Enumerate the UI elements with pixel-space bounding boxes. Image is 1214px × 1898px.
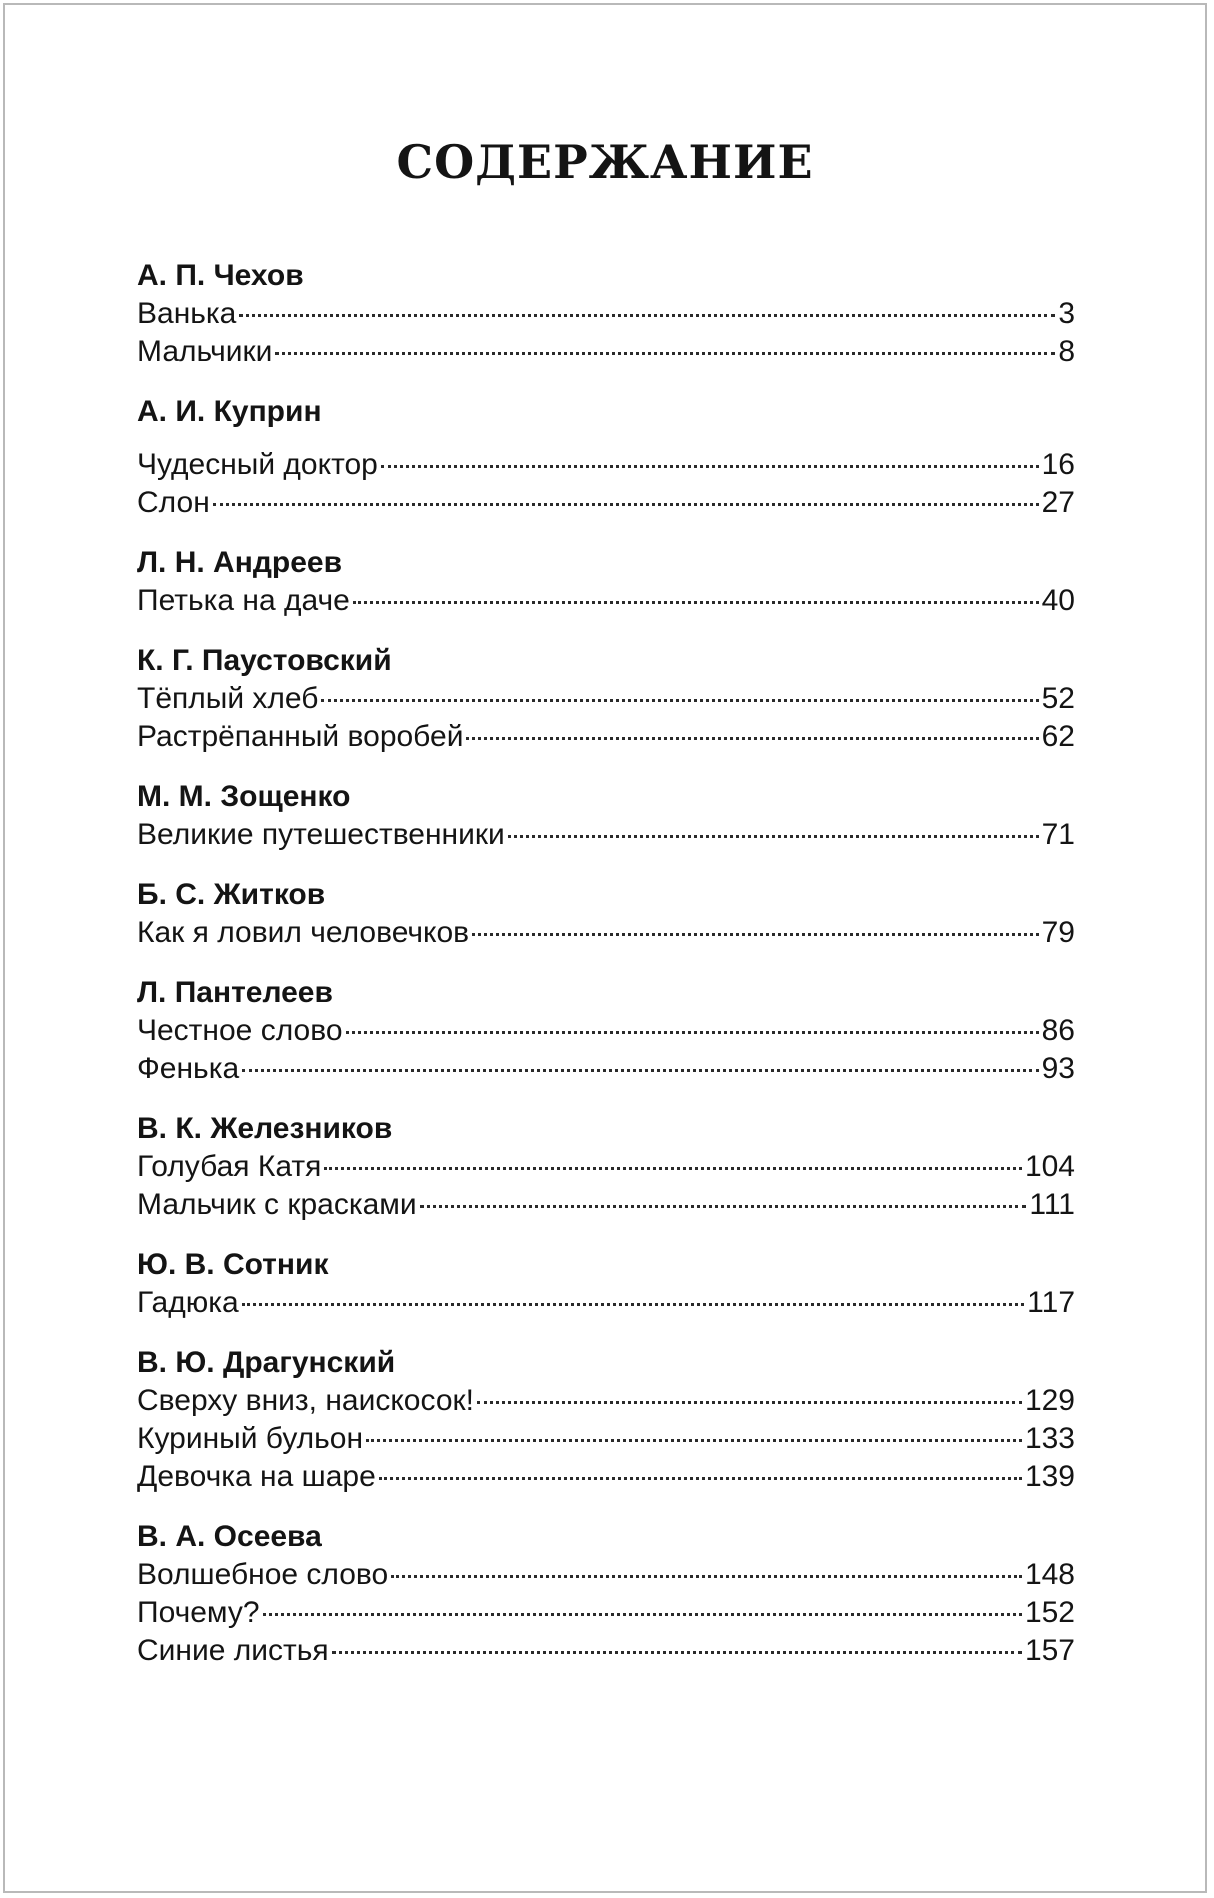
page-number: 86 [1041,1014,1075,1047]
page-title: СОДЕРЖАНИЕ [396,135,814,189]
toc-entry [137,1284,1075,1322]
toc-entry [137,1012,1075,1050]
toc-entry [137,816,1075,854]
dot-leader [321,699,1038,702]
author-name: К. Г. Паустовский [137,644,392,677]
author-name: А. И. Куприн [137,395,322,428]
toc-entry [137,333,1075,371]
entry-title: Мальчик с красками [137,1188,417,1221]
dot-leader [346,1031,1039,1034]
entry-title: Мальчики [137,335,273,368]
page-number: 52 [1041,682,1075,715]
toc-entry [137,295,1075,333]
toc-entry [137,914,1075,952]
page-number: 93 [1041,1052,1075,1085]
author-name: А. П. Чехов [137,259,304,292]
toc-entry [137,680,1075,718]
toc-section [137,1518,1075,1670]
page-number: 157 [1024,1634,1075,1667]
author-name: Б. С. Житков [137,878,326,911]
toc-entry [137,1382,1075,1420]
toc-entry [137,1420,1075,1458]
author-name: В. Ю. Драгунский [137,1346,396,1379]
dot-leader [379,1477,1022,1480]
dot-leader [391,1575,1022,1578]
dot-leader [472,933,1039,936]
dot-leader [213,503,1039,506]
page [3,3,1207,1893]
toc-section [137,544,1075,620]
page-number: 62 [1041,720,1075,753]
entry-title: Почему? [137,1596,260,1629]
toc-section [137,1246,1075,1322]
entry-title: Волшебное слово [137,1558,389,1591]
author-name: Л. Пантелеев [137,976,333,1009]
entry-title: Фенька [137,1052,240,1085]
dot-leader [239,314,1055,317]
toc-entry [137,446,1075,484]
author-name: Л. Н. Андреев [137,546,343,579]
entry-title: Ванька [137,297,237,330]
page-number: 8 [1058,335,1075,368]
entry-title: Тёплый хлеб [137,682,319,715]
dot-leader [275,352,1055,355]
page-number: 117 [1027,1286,1075,1319]
toc-section [137,876,1075,952]
page-number: 133 [1024,1422,1075,1455]
toc-section [137,1110,1075,1224]
toc-section [137,1344,1075,1496]
entry-title: Голубая Катя [137,1150,322,1183]
dot-leader [353,601,1039,604]
page-number: 71 [1041,818,1075,851]
toc-section [137,642,1075,756]
page-number: 40 [1041,584,1075,617]
entry-title: Как я ловил человечков [137,916,470,949]
author-name: М. М. Зощенко [137,780,351,813]
toc-entry [137,1556,1075,1594]
page-number: 104 [1024,1150,1075,1183]
toc-entry [137,718,1075,756]
entry-title: Слон [137,486,210,519]
dot-leader [242,1069,1038,1072]
dot-leader [466,737,1038,740]
dot-leader [324,1167,1022,1170]
dot-leader [508,835,1039,838]
toc-entry [137,484,1075,522]
author-name: В. А. Осеева [137,1520,322,1553]
toc-section [137,974,1075,1088]
dot-leader [420,1205,1027,1208]
toc-entry [137,582,1075,620]
entry-title: Синие листья [137,1634,329,1667]
toc-entry [137,1186,1075,1224]
entry-title: Гадюка [137,1286,239,1319]
entry-title: Честное слово [137,1014,343,1047]
dot-leader [477,1401,1022,1404]
table-of-contents [137,257,1075,1692]
toc-section [137,393,1075,522]
page-number: 148 [1024,1558,1075,1591]
toc-entry [137,1632,1075,1670]
toc-section [137,257,1075,371]
author-name: Ю. В. Сотник [137,1248,329,1281]
author-name: В. К. Железников [137,1112,393,1145]
page-number: 129 [1024,1384,1075,1417]
entry-title: Куриный бульон [137,1422,364,1455]
page-number: 139 [1024,1460,1075,1493]
dot-leader [263,1613,1022,1616]
page-number: 152 [1024,1596,1075,1629]
page-number: 79 [1041,916,1075,949]
dot-leader [332,1651,1022,1654]
entry-title: Растрёпанный воробей [137,720,464,753]
page-number: 27 [1041,486,1075,519]
toc-entry [137,1458,1075,1496]
page-number: 3 [1058,297,1075,330]
toc-entry [137,1148,1075,1186]
page-number: 16 [1041,448,1075,481]
toc-entry [137,1050,1075,1088]
dot-leader [242,1303,1024,1306]
entry-title: Великие путешественники [137,818,505,851]
dot-leader [366,1439,1022,1442]
entry-title: Сверху вниз, наискосок! [137,1384,474,1417]
entry-title: Чудесный доктор [137,448,378,481]
toc-entry [137,1594,1075,1632]
entry-title: Девочка на шаре [137,1460,376,1493]
dot-leader [381,465,1039,468]
page-number: 111 [1029,1188,1075,1221]
toc-section [137,778,1075,854]
entry-title: Петька на даче [137,584,350,617]
